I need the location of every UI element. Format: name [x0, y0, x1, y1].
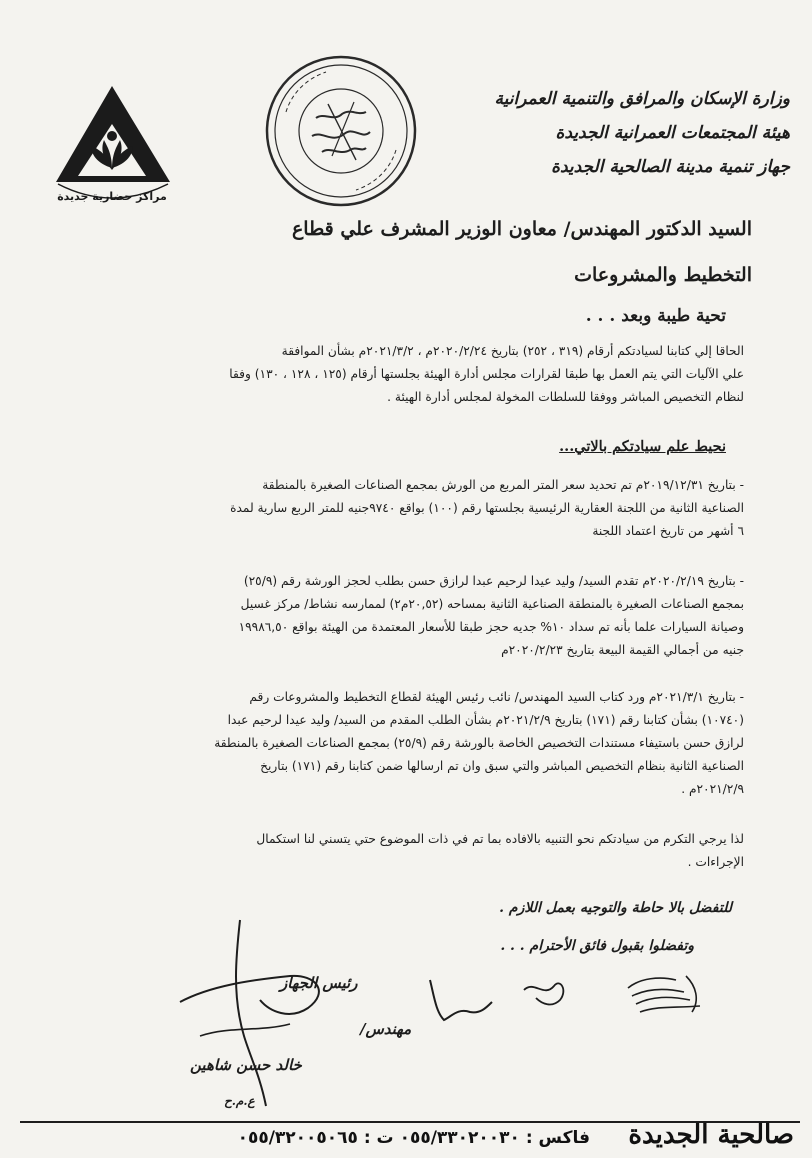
footer-city: صالحية الجديدة: [628, 1120, 794, 1150]
item-1-line-1: - بتاريخ ٢٠١٩/١٢/٣١م تم تحديد سعر المتر المربع من الورش بمجمع الصناعات الصغيرة بالمنطقة: [262, 478, 744, 492]
intro-line-2: علي الآليات التي يتم العمل بها طبقا لقرارات مجلس أدارة الهيئة بجلستها أرقام (١٢٥ ، ١٢٨ ، ١٣٠) وفقا: [229, 367, 744, 381]
signature-block: [140, 916, 740, 1116]
item-1-paragraph: [68, 474, 744, 543]
item-3-line-2: (١٠٧٤٠) بشأن كتابنا رقم (١٧١) بتاريخ ٢٠٢١/٢/٩م بشأن الطلب المقدم من السيد/ وليد عيدا لرحيم عبدا: [227, 713, 744, 727]
request-paragraph: [68, 828, 744, 874]
item-2-line-4: جنيه من أجمالي القيمة البيعة بتاريخ ٢٠٢٠/٢/٢٣م: [501, 643, 744, 657]
greeting: تحية طيبة وبعد . . .: [585, 306, 726, 326]
item-3-line-3: لرازق حسن باستيفاء مستندات التخصيص الخاصة بالورشة رقم (٢٥/٩) بمجمع الصناعات الصغيرة بالمنطقة: [214, 736, 744, 750]
agency-line: جهاز تنمية مدينة الصالحية الجديدة: [551, 157, 790, 177]
item-3-line-1: - بتاريخ ٢٠٢١/٣/١م ورد كتاب السيد المهندس/ نائب رئيس الهيئة لقطاع التخطيط والمشروعات رقم: [249, 690, 744, 704]
item-2-line-2: بمجمع الصناعات الصغيرة بالمنطقة الصناعية الثانية بمساحه (٢٠,٥٢م٢) لممارسه نشاط/ مركز غسيل: [240, 597, 744, 611]
item-3-paragraph: [68, 686, 744, 801]
request-line-1: لذا يرجي التكرم من سيادتكم نحو التنبيه بالافاده بما تم في ذات الموضوع حتي يتسني لنا استكمال: [256, 832, 744, 846]
request-line-2: الإجراءات .: [687, 855, 744, 869]
authority-line: هيئة المجتمعات العمرانية الجديدة: [555, 123, 790, 143]
logo-caption: مراكز حضارية جديدة: [57, 190, 167, 203]
item-3-line-5: ٢٠٢١/٢/٩م .: [681, 782, 744, 796]
closing-line-2: وتفضلوا بقبول فائق الأحترام . . .: [500, 938, 694, 954]
official-seal: [262, 52, 420, 210]
signatory-initials: ع.م.ح: [224, 1094, 255, 1108]
closing-line-1: للتفضل بالا حاطة والتوجيه بعمل اللازم .: [499, 900, 732, 916]
handwritten-signatures: [140, 916, 740, 1116]
signatory-name: خالد حسن شاهين: [190, 1056, 302, 1074]
engineer-label: مهندس/: [360, 1020, 412, 1038]
signature-title: رئيس الجهاز: [280, 974, 358, 992]
addressee-line-1: السيد الدكتور المهندس/ معاون الوزير المشرف علي قطاع: [291, 218, 752, 240]
item-2-line-1: - بتاريخ ٢٠٢٠/٢/١٩م تقدم السيد/ وليد عيدا لرحيم عبدا لرازق حسن بطلب لحجز الورشة رقم (٢٥/٩): [243, 574, 744, 588]
item-1-line-2: الصناعية الثانية من اللجنة العقارية الرئيسية بجلستها رقم (١٠٠) بواقع ٩٧٤٠جنيه للمتر الربع سارية لمدة: [230, 501, 744, 515]
ministry-line: وزارة الإسكان والمرافق والتنمية العمرانية: [494, 89, 790, 109]
addressee-line-2: التخطيط والمشروعات: [574, 264, 752, 286]
item-3-line-4: الصناعية الثانية بنظام التخصيص المباشر والتي سبق وان تم ارسالها ضمن كتابنا رقم (١٧١) بتاريخ: [260, 759, 744, 773]
letterhead-block: [490, 82, 790, 184]
intro-paragraph: [68, 340, 744, 409]
footer: [0, 1112, 812, 1158]
addressee: [112, 206, 752, 298]
authority-logo: [52, 84, 178, 210]
item-1-line-3: ٦ أشهر من تاريخ اعتماد اللجنة: [592, 524, 744, 538]
footer-contact: فاكس : ٠٥٥/٣٣٠٢٠٠٣٠ ت : ٠٥٥/٣٢٠٠٥٠٦٥: [237, 1128, 590, 1148]
subheading: نحيط علم سيادتكم بالاتي...: [559, 438, 726, 455]
intro-line-1: الحاقا إلي كتابنا لسيادتكم أرقام (٣١٩ ، ٢٥٢) بتاريخ ٢٠٢٠/٢/٢٤م ، ٢٠٢١/٣/٢م بشأن الموافقة: [281, 344, 744, 358]
item-2-line-3: وصيانة السيارات علما بأنه تم سداد ١٠% جديه حجز طبقا للأسعار المعتمدة من الهيئة بواقع ١٩٩٨٦,٥٠: [238, 620, 744, 634]
intro-line-3: لنظام التخصيص المباشر ووفقا للسلطات المخولة لمجلس أدارة الهيئة .: [387, 390, 744, 404]
item-2-paragraph: [68, 570, 744, 662]
